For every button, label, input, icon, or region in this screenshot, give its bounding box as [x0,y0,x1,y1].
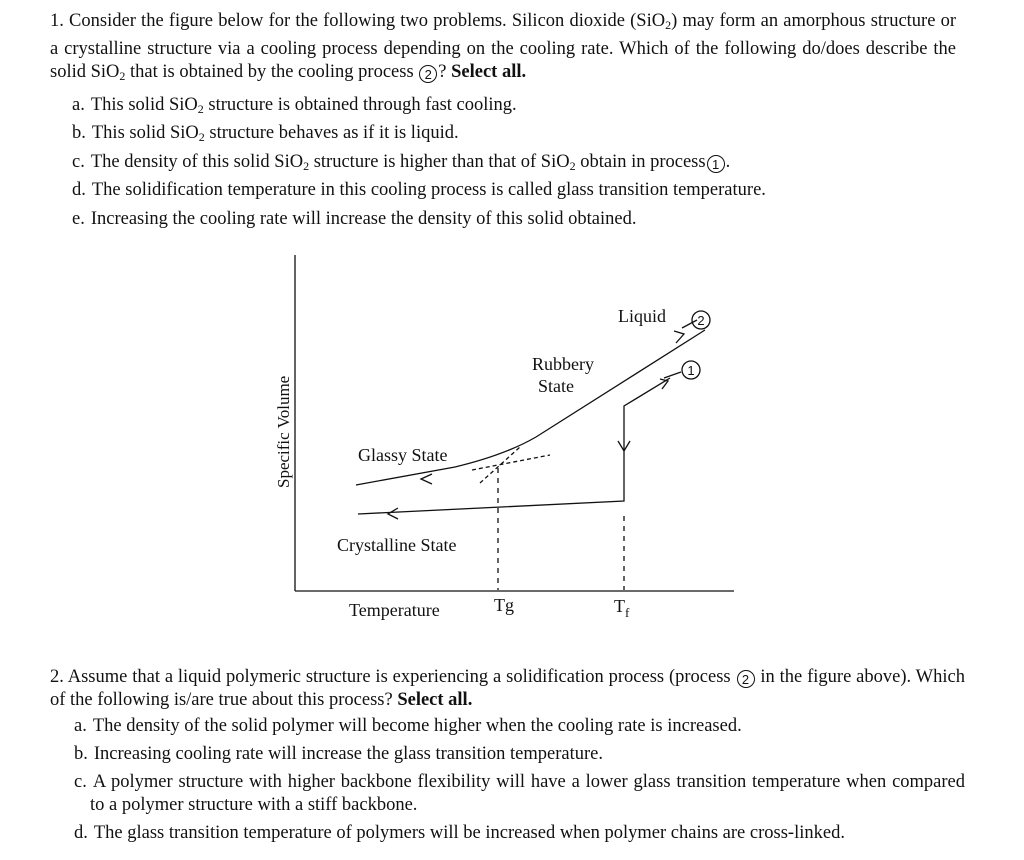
process-2-marker-q2: 2 [737,670,755,688]
q2-option-b[interactable]: b. Increasing cooling rate will increase the glass transition temperature. [74,744,603,764]
arrow-crystalline [388,508,398,519]
q1-option-a[interactable]: a. This solid SiO$_2$ structure is obtained through fast cooling. [72,94,517,116]
arrow-glassy [421,474,432,484]
q2-option-c[interactable]: c. A polymer structure with higher backbone flexibility will have a lower glass transition temperature when compared to a polymer structure with a stiff backbone. [74,772,965,815]
tf-label: $T_f$ [614,596,630,620]
process-2-marker: 2 [419,65,437,83]
tg-extrapolation [472,455,550,470]
liquid-label: Liquid [618,306,666,326]
pointer-1 [664,372,681,378]
x-axis-label: Temperature [349,600,440,620]
process-2-circle-label: 2 [697,313,705,328]
crystalline-state-label: Crystalline State [337,535,457,555]
process-1-marker: 1 [707,155,725,173]
question-2-options [74,715,965,845]
question-1-stem: 1. Consider the figure below for the following two problems. Silicon dioxide (SiO$_2$) may form an amorphous structure or a crystalline structure via a cooling process depending on the cooling rate. Which of the following do/does describe the solid SiO$_2$ that is obtained by the cooling process 2 ? Select all. [50,11,957,83]
glassy-state-label: Glassy State [358,445,448,465]
question-2-stem: 2. Assume that a liquid polymeric structure is experiencing a solidification process (process 2 in the figure above). Which of the following is/are true about this process? Select all. [50,667,965,710]
y-axis-label: Specific Volume [274,375,293,488]
q1-option-b[interactable]: b. This solid SiO$_2$ structure behaves as if it is liquid. [72,123,459,144]
rubbery-label-line-1: Rubbery [532,354,594,374]
select-all-instruction: Select all. [451,62,527,82]
arrow-liquid-2 [674,331,684,343]
select-all-instruction-q2: Select all. [397,690,473,710]
q1-option-d[interactable]: d. The solidification temperature in this cooling process is called glass transition temperature. [72,180,766,200]
q2-option-d[interactable]: d. The glass transition temperature of polymers will be increased when polymer chains are cross-linked. [74,823,845,843]
rubbery-label-line-2: State [538,376,574,396]
q1-option-e[interactable]: e. Increasing the cooling rate will increase the density of this solid obtained. [72,208,637,229]
process-1-circle-label: 1 [687,363,695,378]
q1-option-c[interactable]: c. The density of this solid SiO$_2$ structure is higher than that of SiO$_2$ obtain in process 1 . [72,151,731,173]
tg-label: Tg [494,595,514,615]
question-2 [50,666,965,850]
q2-option-a[interactable]: a. The density of the solid polymer will become higher when the cooling rate is increased. [74,716,742,736]
